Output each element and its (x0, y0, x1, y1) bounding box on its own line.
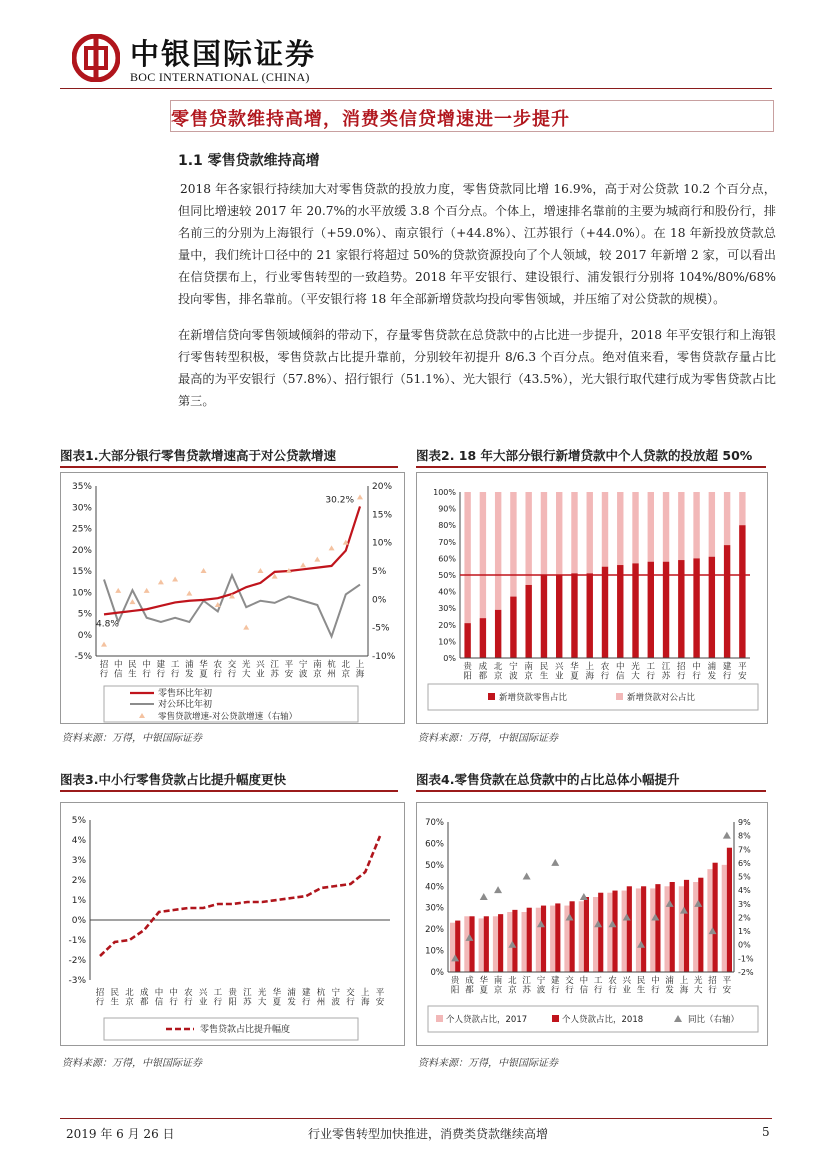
chart2-bar-corporate (663, 492, 669, 562)
chart1-xtick: 兴业 (256, 660, 265, 680)
chart3-xtick: 农行 (184, 988, 193, 1008)
chart1-xtick: 民生 (128, 660, 137, 680)
chart4-bar-2018 (541, 906, 546, 972)
chart2-ytick: 80% (438, 521, 456, 531)
chart1-xtick: 上海 (355, 660, 365, 680)
chart1-xtick: 交行 (227, 660, 237, 680)
chart3-ytick: -3% (68, 976, 86, 986)
chart2-bar-corporate (709, 492, 715, 557)
chart4-xtick: 贵阳 (450, 976, 460, 996)
chart4-y2tick: 5% (738, 872, 751, 882)
chart2-ytick: 20% (438, 620, 456, 630)
chart1-xtick: 平安 (284, 660, 294, 680)
chart2-ytick: 50% (438, 571, 456, 580)
chart2-ytick: 60% (438, 554, 456, 564)
chart4-xtick: 北京 (508, 976, 517, 996)
footer-date: 2019 年 6 月 26 日 (66, 1127, 175, 1141)
chart3-xtick: 北京 (125, 988, 134, 1008)
chart1-ytick: 5% (77, 609, 92, 620)
chart4-ytick: 10% (425, 946, 444, 957)
chart2-bar-corporate (510, 492, 516, 597)
chart4-y2tick: 7% (738, 845, 751, 855)
chart4-y2tick: 1% (738, 927, 751, 937)
chart4-bar-2017 (493, 916, 498, 972)
chart3-ytick: 0% (71, 916, 86, 926)
chart1-xtick: 南京 (313, 660, 322, 680)
chart2-bar-corporate (556, 492, 562, 575)
chart1-ytick: 20% (71, 545, 92, 556)
chart2-bar-retail (693, 558, 699, 658)
chart2-bar-retail (709, 557, 715, 658)
chart4-xtick: 中信 (579, 976, 589, 996)
chart1-point-spread (257, 568, 263, 573)
chart3-source: 资料来源：万得，中银国际证券 (62, 1058, 202, 1069)
chart1-xtick: 浦发 (185, 660, 194, 680)
chart1-xtick: 宁波 (298, 660, 308, 680)
chart3-xtick: 浦发 (287, 988, 296, 1008)
chart4-title: 图表4.零售贷款在总贷款中的占比总体小幅提升 (416, 772, 680, 787)
chart4-bar-2017 (622, 891, 627, 972)
chart1-point-spread (314, 557, 320, 562)
chart1-point-spread (329, 545, 335, 550)
chart3-title: 图表3.中小行零售贷款占比提升幅度更快 (60, 772, 286, 787)
chart4-xtick: 农行 (608, 976, 617, 996)
chart4-bar-2018 (598, 893, 603, 972)
chart1-source: 资料来源：万得，中银国际证券 (62, 733, 202, 744)
chart2-bar-corporate (632, 492, 638, 563)
chart4-point-yoy (523, 873, 531, 880)
chart2 (416, 472, 768, 724)
section-heading: 1.1 零售贷款维持高增 (178, 153, 320, 169)
chart4-bar-2017 (593, 897, 598, 972)
chart4-point-yoy (494, 886, 502, 893)
chart2-legend-corp: 新增贷款对公占比 (627, 693, 696, 703)
chart4-bar-2018 (655, 884, 660, 972)
chart1-point-spread (243, 625, 249, 630)
chart2-bar-corporate (693, 492, 699, 558)
chart3-xtick: 华夏 (272, 988, 282, 1008)
header-divider (60, 88, 772, 89)
chart4-xtick: 中行 (651, 976, 660, 996)
chart1-ytick: 35% (71, 482, 92, 492)
chart4-xtick: 平安 (722, 976, 732, 996)
chart1-point-spread (201, 568, 207, 573)
chart1-ytick: 0% (77, 630, 92, 641)
chart2-xtick: 浦发 (707, 662, 717, 682)
chart4-bar-2018 (469, 916, 474, 972)
chart4-xtick: 兴业 (622, 976, 632, 996)
chart2-ytick: 0% (443, 654, 456, 663)
chart2-bar-retail (632, 563, 638, 658)
chart4-bar-2018 (527, 908, 532, 972)
chart2-bar-retail (724, 545, 730, 658)
chart2-bar-retail (464, 623, 470, 658)
chart1-ytick: 25% (71, 524, 92, 535)
chart2-ytick: 10% (438, 637, 456, 647)
chart4-bar-2018 (713, 863, 718, 972)
chart3 (60, 802, 405, 1046)
chart4-y2tick: 4% (738, 886, 751, 896)
chart2-bar-retail (739, 525, 745, 658)
chart2-xtick: 宁波 (509, 662, 518, 682)
chart2-xtick: 招行 (677, 662, 686, 682)
chart4-bar-2018 (727, 848, 732, 972)
chart1-point-spread (357, 494, 363, 499)
chart3-xtick: 宁波 (331, 988, 341, 1008)
chart3-ytick: -1% (68, 936, 86, 946)
chart2-bar-corporate (617, 492, 623, 565)
chart3-ytick: 2% (71, 876, 86, 886)
chart4-bar-2017 (607, 893, 612, 972)
banner-title: 零售贷款维持高增，消费类信贷增速进一步提升 (171, 109, 570, 130)
chart1-xtick: 建行 (156, 660, 166, 680)
chart1-ytick: 30% (71, 503, 92, 514)
chart1-xtick: 北京 (341, 660, 351, 680)
chart4-point-yoy (580, 893, 588, 900)
chart2-bar-corporate (525, 492, 531, 585)
chart4-source: 资料来源：万得，中银国际证券 (418, 1058, 558, 1069)
chart2-xtick: 上海 (585, 662, 594, 682)
chart2-xtick: 华夏 (570, 662, 579, 682)
chart4-bar-2017 (665, 886, 670, 972)
chart2-bar-corporate (678, 492, 684, 560)
chart1-point-spread (101, 642, 107, 647)
brand-english: BOC INTERNATIONAL (CHINA) (130, 70, 310, 84)
chart3-ytick: 1% (71, 896, 86, 906)
chart2-ytick: 30% (438, 604, 456, 614)
chart3-title-rule (60, 790, 398, 792)
chart2-bar-retail (541, 575, 547, 658)
chart1-ytick: 15% (71, 567, 92, 577)
chart2-bar-corporate (464, 492, 470, 623)
chart2-bar-retail (510, 597, 516, 658)
chart4-bar-2018 (584, 897, 589, 972)
chart4-bar-2017 (707, 869, 712, 972)
chart3-xtick: 中行 (169, 988, 178, 1008)
chart4-y2tick: 2% (738, 913, 751, 923)
chart4-bar-2017 (507, 912, 512, 972)
paragraph-1: 2018 年各家银行持续加大对零售贷款的投放力度，零售贷款同比增 16.9%，高于对公贷款 10.2 个百分点，但同比增速较 2017 年 20.7%的水平放缓 3.8 个百分点。个体上，增速排名靠前的主要为城商行和股份行，排名前三的分别为上海银行（+59.0%）、南京银行（+44.8%）、江苏银行（+44.0%）。在 18 年新投放贷款总量中，我们统计口径中的 21 家银行将超过 50%的贷款资源投向了个人领域，较 2017 年新增 2 家，可以看出在信贷摆布上，行业零售转型的一致趋势。2018 年平安银行、建设银行、浦发银行分别将 104%/80%/68%投向零售，排名靠前。（平安银行将 18 年全部新增贷款均投向零售领域，并压缩了对公贷款的规模）。 (178, 182, 776, 306)
chart1-y2tick: -10% (372, 652, 396, 662)
chart2-ytick: 90% (438, 504, 456, 514)
chart1-point-spread (129, 599, 135, 604)
chart2-xtick: 贵阳 (463, 662, 472, 682)
report-header (72, 30, 772, 88)
chart2-ytick: 40% (438, 587, 456, 597)
chart2-xtick: 成都 (478, 662, 488, 682)
chart1-label-last: 30.2% (325, 495, 354, 506)
chart2-xtick: 农行 (600, 662, 610, 682)
chart3-xtick: 上海 (361, 988, 370, 1008)
chart2-xtick: 民生 (539, 662, 549, 682)
page-number: 5 (762, 1125, 770, 1139)
chart3-xtick: 交行 (346, 988, 355, 1008)
chart4-y2tick: 6% (738, 858, 751, 868)
chart4-xtick: 交行 (565, 976, 574, 996)
chart4-bar-2017 (636, 888, 641, 972)
chart2-bar-retail (525, 585, 531, 658)
chart2-bar-retail (602, 567, 608, 658)
chart4-bar-2017 (550, 906, 555, 972)
chart4-bar-2018 (512, 910, 517, 972)
chart4-ytick: 60% (425, 839, 444, 850)
chart1-title: 图表1.大部分银行零售贷款增速高于对公贷款增速 (60, 448, 336, 463)
chart3-ytick: 3% (71, 856, 86, 866)
footer-divider (60, 1118, 772, 1119)
chart4-legend-2018: 个人贷款占比，2018 (562, 1015, 644, 1025)
chart3-xtick: 光大 (257, 988, 267, 1008)
chart4-ytick: 0% (430, 968, 444, 978)
chart4-bar-2017 (450, 923, 455, 972)
chart3-line (100, 836, 380, 956)
chart4-bar-2017 (693, 882, 698, 972)
chart1-point-spread (300, 562, 306, 567)
chart4-bar-2018 (612, 891, 617, 972)
chart2-bar-corporate (739, 492, 745, 525)
chart2-bar-corporate (587, 492, 593, 573)
chart4-bar-2017 (650, 888, 655, 972)
chart3-xtick: 建行 (302, 988, 311, 1008)
chart2-bar-corporate (541, 492, 547, 575)
section-banner (170, 100, 774, 132)
chart2-xtick: 平安 (738, 662, 747, 682)
chart2-bar-retail (571, 573, 577, 658)
chart2-bar-retail (617, 565, 623, 658)
chart4-bar-2018 (570, 901, 575, 972)
chart4-xtick: 工行 (593, 976, 603, 996)
chart4-xtick: 华夏 (479, 976, 489, 996)
chart2-legend-box (428, 684, 758, 710)
chart4-xtick: 上海 (679, 976, 689, 996)
chart2-bar-corporate (648, 492, 654, 562)
chart3-ytick: -2% (68, 956, 86, 966)
chart1-xtick: 光大 (241, 660, 251, 680)
chart1-y2tick: 20% (372, 482, 393, 492)
chart1-title-rule (60, 466, 398, 468)
chart2-xtick: 建行 (722, 662, 732, 682)
chart4-legend-swatch-yoy (674, 1015, 682, 1022)
chart4-bar-2018 (670, 882, 675, 972)
chart4-xtick: 招行 (708, 976, 717, 996)
chart1-point-spread (115, 588, 121, 593)
chart2-bar-corporate (495, 492, 501, 610)
chart2-bar-retail (663, 562, 669, 658)
chart4-xtick: 江苏 (522, 976, 531, 996)
chart4-legend-swatch-2017 (436, 1015, 443, 1022)
chart2-bar-retail (495, 610, 501, 658)
chart4-bar-2017 (679, 886, 684, 972)
chart1-point-spread (186, 591, 192, 596)
chart4-bar-2018 (484, 916, 489, 972)
chart2-title-rule (416, 466, 766, 468)
chart2-bar-retail (480, 618, 486, 658)
chart4-bar-2018 (555, 903, 560, 972)
chart2-xtick: 中行 (692, 662, 701, 682)
chart2-bar-corporate (480, 492, 486, 618)
chart3-xtick: 杭州 (316, 988, 326, 1008)
chart2-xtick: 江苏 (661, 662, 671, 682)
chart1-y2tick: 10% (372, 538, 393, 549)
chart2-source: 资料来源：万得，中银国际证券 (418, 733, 558, 744)
boc-logo-icon (72, 34, 120, 82)
chart1-y2tick: 5% (372, 567, 387, 577)
chart1-y2tick: -5% (372, 623, 390, 634)
chart4-xtick: 浦发 (665, 976, 674, 996)
chart4-legend-2017: 个人贷款占比，2017 (446, 1015, 528, 1025)
chart4-bar-2017 (522, 912, 527, 972)
brand-chinese: 中银国际证券 (130, 37, 317, 71)
chart1-point-spread (158, 579, 164, 584)
chart4-bar-2018 (498, 914, 503, 972)
chart1-y2tick: 0% (372, 595, 387, 606)
chart1-xtick: 招行 (99, 660, 109, 680)
chart4-bar-2017 (464, 916, 469, 972)
footer-title: 行业零售转型加快推进，消费类贷款继续高增 (308, 1127, 549, 1141)
chart4-ytick: 50% (425, 860, 444, 871)
chart1-xtick: 中行 (142, 660, 151, 680)
chart1-ytick: 10% (71, 588, 92, 599)
chart2-bar-corporate (602, 492, 608, 567)
chart1-xtick: 农行 (213, 660, 223, 680)
chart3-xtick: 江苏 (243, 988, 252, 1008)
chart4-bar-2017 (722, 865, 727, 972)
chart4-y2tick: 3% (738, 899, 751, 909)
chart1-ytick: -5% (74, 652, 92, 662)
chart1-y2tick: 15% (372, 510, 393, 521)
chart2-xtick: 北京 (493, 662, 503, 682)
chart4-xtick: 光大 (693, 976, 703, 996)
chart2-bar-corporate (571, 492, 577, 573)
chart4-bar-2018 (627, 886, 632, 972)
chart2-bar-retail (587, 573, 593, 658)
chart2-xtick: 南京 (524, 662, 533, 682)
chart2-title: 图表2. 18 年大部分银行新增贷款中个人贷款的投放超 50% (416, 448, 753, 463)
chart3-xtick: 贵阳 (228, 988, 237, 1008)
chart4-y2tick: 8% (738, 831, 751, 841)
chart1-xtick: 中信 (113, 660, 123, 680)
chart3-ytick: 5% (71, 816, 86, 826)
chart4-point-yoy (723, 832, 731, 839)
chart1-label-first: 4.8% (96, 619, 119, 630)
chart1-point-spread (172, 577, 178, 582)
chart4-legend-swatch-2018 (552, 1015, 559, 1022)
chart4-y2tick: -2% (738, 968, 754, 977)
chart1-legend-corp: 对公环比年初 (158, 700, 213, 710)
chart4-ytick: 40% (425, 882, 444, 893)
chart3-xtick: 成都 (139, 988, 149, 1008)
chart2-xtick: 中信 (616, 662, 625, 682)
chart2-legend-swatch-corp (616, 693, 623, 700)
chart3-xtick: 中信 (154, 988, 164, 1008)
chart4-y2tick: 9% (738, 818, 751, 827)
chart1-point-spread (144, 588, 150, 593)
chart1-xtick: 江苏 (270, 660, 279, 680)
chart4-xtick: 民生 (636, 976, 646, 996)
chart4-bar-2017 (479, 918, 484, 972)
chart4-xtick: 南京 (493, 976, 503, 996)
chart1 (60, 472, 405, 724)
chart4-xtick: 宁波 (536, 976, 546, 996)
chart2-xtick: 工行 (646, 662, 656, 682)
chart4-xtick: 成都 (465, 976, 474, 996)
chart3-xtick: 招行 (95, 988, 105, 1008)
chart1-xtick: 华夏 (199, 660, 208, 680)
chart4-bar-2018 (641, 886, 646, 972)
chart3-xtick: 兴业 (198, 988, 208, 1008)
chart3-frame (61, 803, 405, 1046)
chart4-point-yoy (480, 893, 488, 900)
chart4-bar-2017 (536, 908, 541, 972)
chart4-ytick: 30% (425, 903, 444, 914)
chart2-legend-retail: 新增贷款零售占比 (499, 693, 568, 703)
chart4-y2tick: -1% (738, 954, 754, 964)
chart2-xtick: 兴业 (554, 662, 564, 682)
chart4-xtick: 建行 (550, 976, 560, 996)
chart4-bar-2018 (698, 878, 703, 972)
chart3-xtick: 民生 (110, 988, 119, 1008)
chart4-title-rule (416, 790, 766, 792)
chart4-legend-yoy: 同比（右轴） (688, 1015, 740, 1025)
chart1-line-corporate (104, 575, 360, 636)
chart1-legend-swatch-spread (139, 713, 145, 718)
paragraph-2: 在新增信贷向零售领域倾斜的带动下，存量零售贷款在总贷款中的占比进一步提升，2018 年平安银行和上海银行零售转型积极，零售贷款占比提升靠前，分别较年初提升 8/6.3 个百分点。绝对值来看，零售贷款存量占比最高的为平安银行（57.8%）、招行银行（51.1%）、光大银行（43.5%），光大银行取代建行成为零售贷款占比第三。 (178, 328, 776, 408)
chart4-bar-2017 (579, 901, 584, 972)
chart4-bar-2018 (684, 880, 689, 972)
chart4-point-yoy (551, 859, 559, 866)
chart4-ytick: 70% (425, 818, 444, 828)
chart2-bar-retail (556, 575, 562, 658)
chart3-legend-label: 零售贷款占比提升幅度 (200, 1025, 291, 1035)
chart3-xtick: 平安 (375, 988, 385, 1008)
chart3-xtick: 工行 (213, 988, 223, 1008)
chart2-xtick: 光大 (631, 662, 640, 682)
chart4-bar-2018 (455, 921, 460, 972)
chart4-y2tick: 0% (738, 940, 751, 950)
chart2-bar-retail (648, 562, 654, 658)
chart1-legend-spread: 零售贷款增速-对公贷款增速（右轴） (158, 712, 298, 722)
chart1-xtick: 杭州 (327, 660, 336, 680)
chart1-xtick: 工行 (170, 660, 180, 680)
chart3-ytick: 4% (71, 836, 86, 846)
chart2-bar-corporate (724, 492, 730, 545)
chart2-ytick: 70% (438, 537, 456, 547)
chart4-ytick: 20% (425, 925, 444, 936)
chart2-legend-swatch-retail (488, 693, 495, 700)
chart1-legend-retail: 零售环比年初 (158, 689, 213, 699)
chart4 (416, 802, 768, 1046)
chart2-ytick: 100% (433, 488, 456, 497)
